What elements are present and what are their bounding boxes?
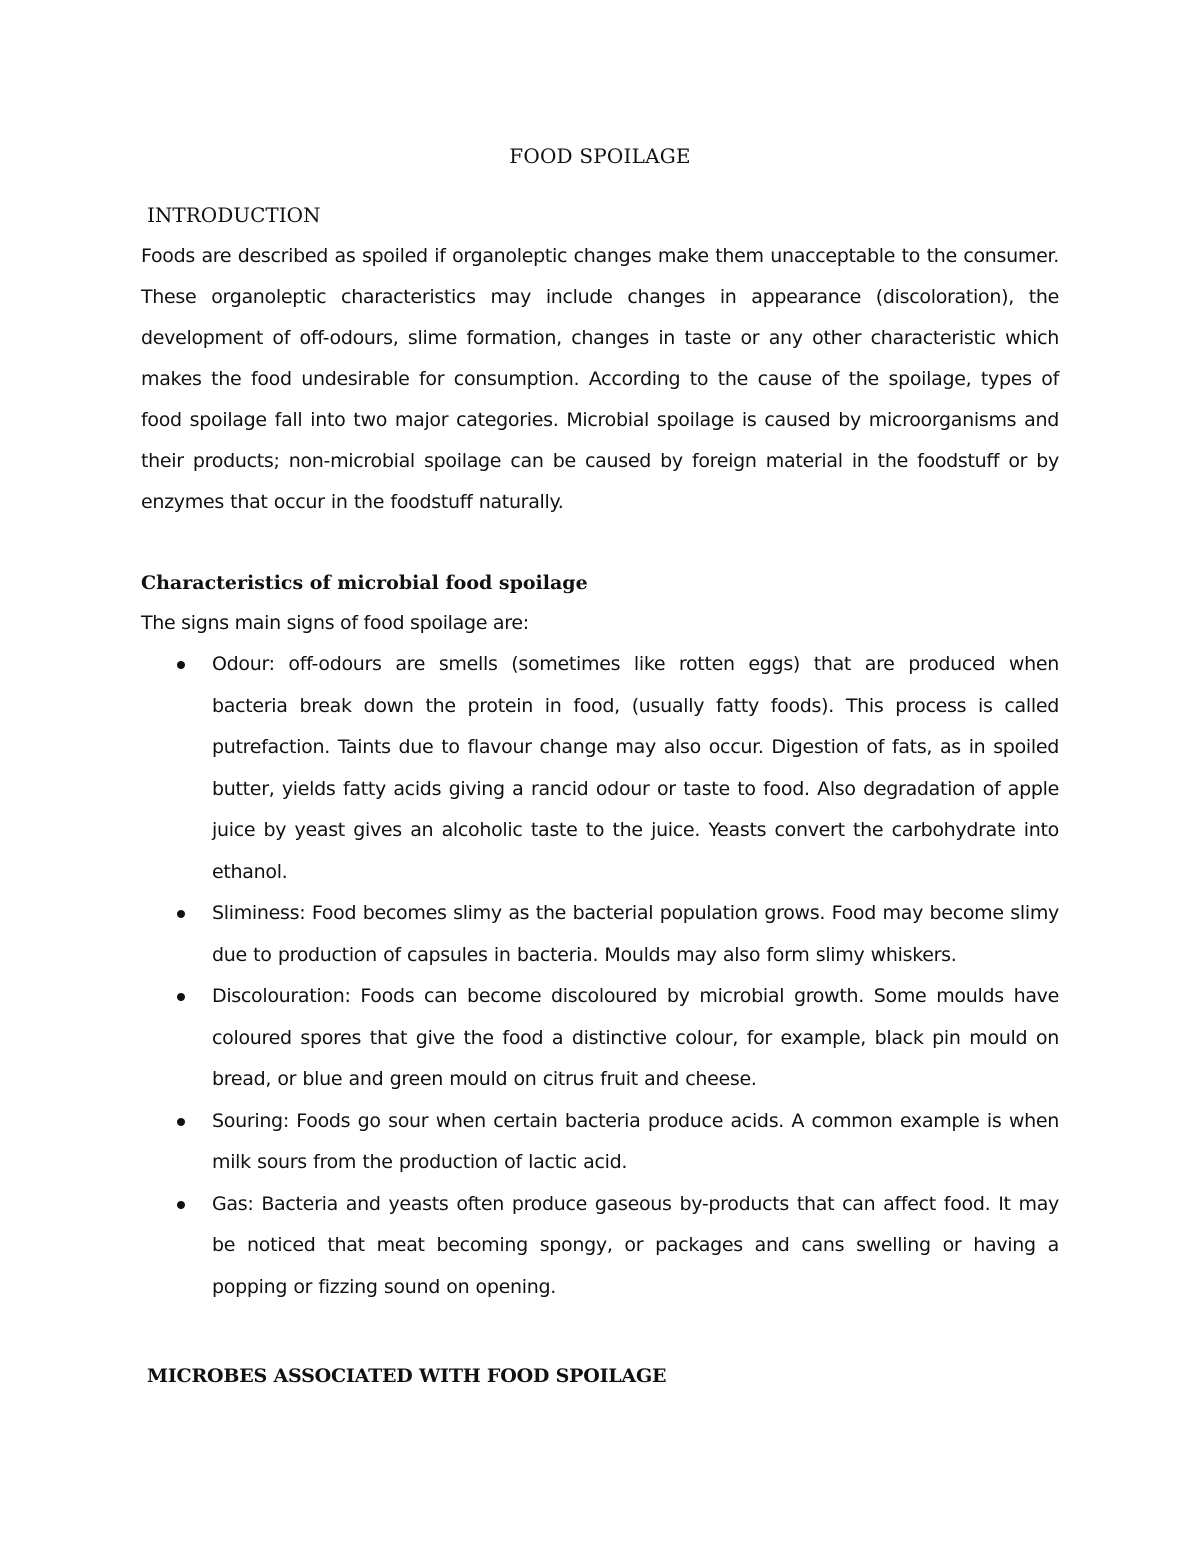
spoilage-signs-list: [141, 644, 1059, 1308]
list-item-text: Souring: Foods go sour when certain bacteria produce acids. A common example is when milk sours from the production of lactic acid.: [212, 1109, 1059, 1173]
bullet-icon: [177, 1201, 185, 1209]
bullet-icon: [177, 1118, 185, 1126]
signs-lead-text: The signs main signs of food spoilage are:: [141, 612, 529, 634]
list-item-text: Sliminess: Food becomes slimy as the bacterial population grows. Food may become slimy due to production of capsules in bacteria. Moulds may also form slimy whiskers.: [212, 902, 1059, 966]
document-title: FOOD SPOILAGE: [509, 144, 691, 168]
bullet-icon: [177, 993, 185, 1001]
introduction-paragraph: Foods are described as spoiled if organoleptic changes make them unacceptable to the consumer. These organoleptic characteristics may include changes in appearance (discoloration), the development of off-odours, slime formation, changes in taste or any other characteristic which makes the food undesirable for consumption. According to the cause of the spoilage, types of food spoilage fall into two major categories. Microbial spoilage is caused by microorganisms and their products; non-microbial spoilage can be caused by foreign material in the foodstuff or by enzymes that occur in the foodstuff naturally.: [141, 245, 1059, 513]
microbes-heading: MICROBES ASSOCIATED WITH FOOD SPOILAGE: [147, 1365, 667, 1387]
list-item-text: Odour: off-odours are smells (sometimes like rotten eggs) that are produced when bacteria break down the protein in food, (usually fatty foods). This process is called putrefaction. Taints due to flavour change may also occur. Digestion of fats, as in spoiled butter, yields fatty acids giving a rancid odour or taste to food. Also degradation of apple juice by yeast gives an alcoholic taste to the juice. Yeasts convert the carbohydrate into ethanol.: [212, 653, 1059, 883]
bullet-icon: [177, 661, 185, 669]
list-item-odour: [141, 644, 1059, 893]
introduction-heading: INTRODUCTION: [147, 203, 321, 227]
list-item-text: Discolouration: Foods can become discoloured by microbial growth. Some moulds have coloured spores that give the food a distinctive colour, for example, black pin mould on bread, or blue and green mould on citrus fruit and cheese.: [212, 985, 1059, 1090]
list-item-text: Gas: Bacteria and yeasts often produce gaseous by-products that can affect food. It may be noticed that meat becoming spongy, or packages and cans swelling or having a popping or fizzing sound on opening.: [212, 1192, 1059, 1298]
list-item-souring: [141, 1101, 1059, 1184]
list-item-gas: [141, 1184, 1059, 1309]
characteristics-heading: Characteristics of microbial food spoilage: [141, 572, 588, 594]
document-body: [141, 138, 1059, 1396]
list-item-sliminess: [141, 893, 1059, 976]
list-item-discolouration: [141, 976, 1059, 1101]
bullet-icon: [177, 910, 185, 918]
